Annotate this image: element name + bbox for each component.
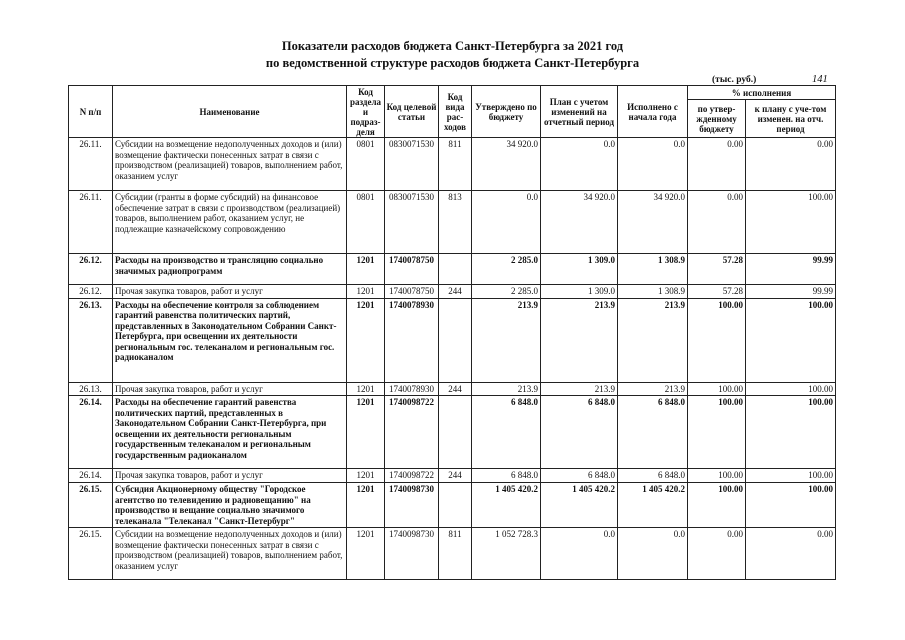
row-pct-plan: 99.99 xyxy=(746,254,836,285)
row-pct-plan: 100.00 xyxy=(746,396,836,469)
row-type-code xyxy=(439,483,472,528)
row-section-code: 0801 xyxy=(347,138,385,191)
row-plan: 0.0 xyxy=(541,138,618,191)
row-target-code: 0830071530 xyxy=(385,138,439,191)
row-plan: 1 309.0 xyxy=(541,285,618,299)
header-name: Наименование xyxy=(113,86,347,138)
header-type-code: Код вида рас-ходов xyxy=(439,86,472,138)
row-section-code: 1201 xyxy=(347,483,385,528)
row-approved: 213.9 xyxy=(472,382,541,396)
row-type-code xyxy=(439,298,472,382)
table-row xyxy=(69,254,836,285)
row-plan: 1 405 420.2 xyxy=(541,483,618,528)
row-executed: 1 308.9 xyxy=(618,285,688,299)
row-section-code: 1201 xyxy=(347,528,385,580)
row-pct-plan: 0.00 xyxy=(746,528,836,580)
row-target-code: 1740098730 xyxy=(385,483,439,528)
row-type-code: 244 xyxy=(439,469,472,483)
row-executed: 34 920.0 xyxy=(618,191,688,254)
table-header xyxy=(69,86,836,138)
report-subtitle: по ведомственной структуре расходов бюджета Санкт-Петербурга xyxy=(265,56,640,70)
row-plan: 6 848.0 xyxy=(541,469,618,483)
row-section-code: 1201 xyxy=(347,469,385,483)
table-row xyxy=(69,138,836,191)
row-number: 26.12. xyxy=(69,254,113,285)
header-approved: Утверждено по бюджету xyxy=(472,86,541,138)
row-number: 26.15. xyxy=(69,528,113,580)
row-executed: 1 405 420.2 xyxy=(618,483,688,528)
row-name: Субсидии на возмещение недополученных доходов и (или) возмещение фактически понесенных затрат в связи с производством (реализацией) товаров, выполнением работ, оказанием услуг xyxy=(113,528,347,580)
row-executed: 213.9 xyxy=(618,298,688,382)
row-approved: 1 052 728.3 xyxy=(472,528,541,580)
header-plan: План с учетом изменений на отчетный период xyxy=(541,86,618,138)
page-number: 141 xyxy=(812,74,828,85)
row-pct-approved: 100.00 xyxy=(688,382,746,396)
row-type-code xyxy=(439,254,472,285)
row-target-code: 1740078930 xyxy=(385,298,439,382)
row-section-code: 1201 xyxy=(347,298,385,382)
row-pct-approved: 100.00 xyxy=(688,396,746,469)
row-pct-plan: 99.99 xyxy=(746,285,836,299)
row-section-code: 1201 xyxy=(347,254,385,285)
row-pct-approved: 0.00 xyxy=(688,528,746,580)
row-pct-approved: 57.28 xyxy=(688,254,746,285)
row-target-code: 0830071530 xyxy=(385,191,439,254)
row-number: 26.14. xyxy=(69,469,113,483)
header-target-code: Код целевой статьи xyxy=(385,86,439,138)
table-row xyxy=(69,528,836,580)
row-name: Прочая закупка товаров, работ и услуг xyxy=(113,469,347,483)
report-title: Показатели расходов бюджета Санкт-Петербурга за 2021 год xyxy=(281,39,624,53)
row-plan: 1 309.0 xyxy=(541,254,618,285)
row-type-code xyxy=(439,396,472,469)
row-executed: 0.0 xyxy=(618,138,688,191)
table-body xyxy=(69,138,836,580)
row-pct-plan: 100.00 xyxy=(746,298,836,382)
table-row xyxy=(69,285,836,299)
row-section-code: 0801 xyxy=(347,191,385,254)
row-plan: 213.9 xyxy=(541,298,618,382)
header-executed: Исполнено с начала года xyxy=(618,86,688,138)
row-pct-plan: 100.00 xyxy=(746,483,836,528)
row-number: 26.13. xyxy=(69,298,113,382)
row-number: 26.11. xyxy=(69,191,113,254)
row-pct-approved: 100.00 xyxy=(688,298,746,382)
table-row xyxy=(69,469,836,483)
row-plan: 213.9 xyxy=(541,382,618,396)
row-executed: 1 308.9 xyxy=(618,254,688,285)
row-executed: 6 848.0 xyxy=(618,396,688,469)
header-section-code: Код раздела и подраз-деля xyxy=(347,86,385,138)
header-num: N п/п xyxy=(69,86,113,138)
row-pct-approved: 57.28 xyxy=(688,285,746,299)
row-name: Субсидии (гранты в форме субсидий) на финансовое обеспечение затрат в связи с производством (реализацией) товаров, выполнением работ, оказанием услуг, не подлежащие казначейскому сопровождению xyxy=(113,191,347,254)
row-pct-approved: 100.00 xyxy=(688,469,746,483)
row-name: Расходы на обеспечение гарантий равенства политических партий, представленных в Законодательном Собрании Санкт-Петербурга, при освещении их деятельности региональным государственным телеканалом и региональным государственным радиоканалом xyxy=(113,396,347,469)
table-row xyxy=(69,382,836,396)
row-pct-plan: 100.00 xyxy=(746,191,836,254)
row-type-code: 813 xyxy=(439,191,472,254)
row-number: 26.15. xyxy=(69,483,113,528)
row-section-code: 1201 xyxy=(347,396,385,469)
table-row xyxy=(69,298,836,382)
header-pct-approved: по утвер-жденному бюджету xyxy=(688,100,746,138)
row-pct-plan: 100.00 xyxy=(746,469,836,483)
row-name: Прочая закупка товаров, работ и услуг xyxy=(113,285,347,299)
row-approved: 34 920.0 xyxy=(472,138,541,191)
row-number: 26.14. xyxy=(69,396,113,469)
header-percent-group: % исполнения xyxy=(688,86,836,100)
row-name: Субсидия Акционерному обществу "Городское агентство по телевидению и радиовещанию" на производство и вещание социально значимого телеканала "Телеканал "Санкт-Петербург" xyxy=(113,483,347,528)
row-name: Прочая закупка товаров, работ и услуг xyxy=(113,382,347,396)
row-approved: 6 848.0 xyxy=(472,396,541,469)
row-name: Субсидии на возмещение недополученных доходов и (или) возмещение фактически понесенных затрат в связи с производством (реализацией) товаров, выполнением работ, оказанием услуг xyxy=(113,138,347,191)
row-section-code: 1201 xyxy=(347,382,385,396)
row-number: 26.12. xyxy=(69,285,113,299)
row-approved: 6 848.0 xyxy=(472,469,541,483)
row-target-code: 1740078750 xyxy=(385,285,439,299)
row-name: Расходы на обеспечение контроля за соблюдением гарантий равенства политических партий, представленных в Законодательном Собрании Санкт-Петербурга, при освещении их деятельности региональным гос. телеканалом и региональным гос. радиоканалом xyxy=(113,298,347,382)
row-pct-plan: 0.00 xyxy=(746,138,836,191)
row-pct-approved: 0.00 xyxy=(688,138,746,191)
row-plan: 6 848.0 xyxy=(541,396,618,469)
budget-table xyxy=(68,85,836,580)
row-plan: 0.0 xyxy=(541,528,618,580)
header-pct-plan: к плану с уче-том изменен. на отч. период xyxy=(746,100,836,138)
row-approved: 1 405 420.2 xyxy=(472,483,541,528)
row-type-code: 244 xyxy=(439,285,472,299)
row-section-code: 1201 xyxy=(347,285,385,299)
row-plan: 34 920.0 xyxy=(541,191,618,254)
table-row xyxy=(69,191,836,254)
row-approved: 0.0 xyxy=(472,191,541,254)
row-type-code: 811 xyxy=(439,138,472,191)
row-name: Расходы на производство и трансляцию социально значимых радиопрограмм xyxy=(113,254,347,285)
units-label: (тыс. руб.) xyxy=(712,75,757,85)
row-executed: 0.0 xyxy=(618,528,688,580)
row-pct-plan: 100.00 xyxy=(746,382,836,396)
row-number: 26.13. xyxy=(69,382,113,396)
table-row xyxy=(69,396,836,469)
row-target-code: 1740078930 xyxy=(385,382,439,396)
row-target-code: 1740098722 xyxy=(385,469,439,483)
row-approved: 2 285.0 xyxy=(472,254,541,285)
row-approved: 213.9 xyxy=(472,298,541,382)
row-target-code: 1740078750 xyxy=(385,254,439,285)
row-number: 26.11. xyxy=(69,138,113,191)
row-executed: 213.9 xyxy=(618,382,688,396)
row-approved: 2 285.0 xyxy=(472,285,541,299)
table-row xyxy=(69,483,836,528)
row-target-code: 1740098722 xyxy=(385,396,439,469)
row-target-code: 1740098730 xyxy=(385,528,439,580)
row-executed: 6 848.0 xyxy=(618,469,688,483)
row-pct-approved: 0.00 xyxy=(688,191,746,254)
row-type-code: 244 xyxy=(439,382,472,396)
row-type-code: 811 xyxy=(439,528,472,580)
row-pct-approved: 100.00 xyxy=(688,483,746,528)
